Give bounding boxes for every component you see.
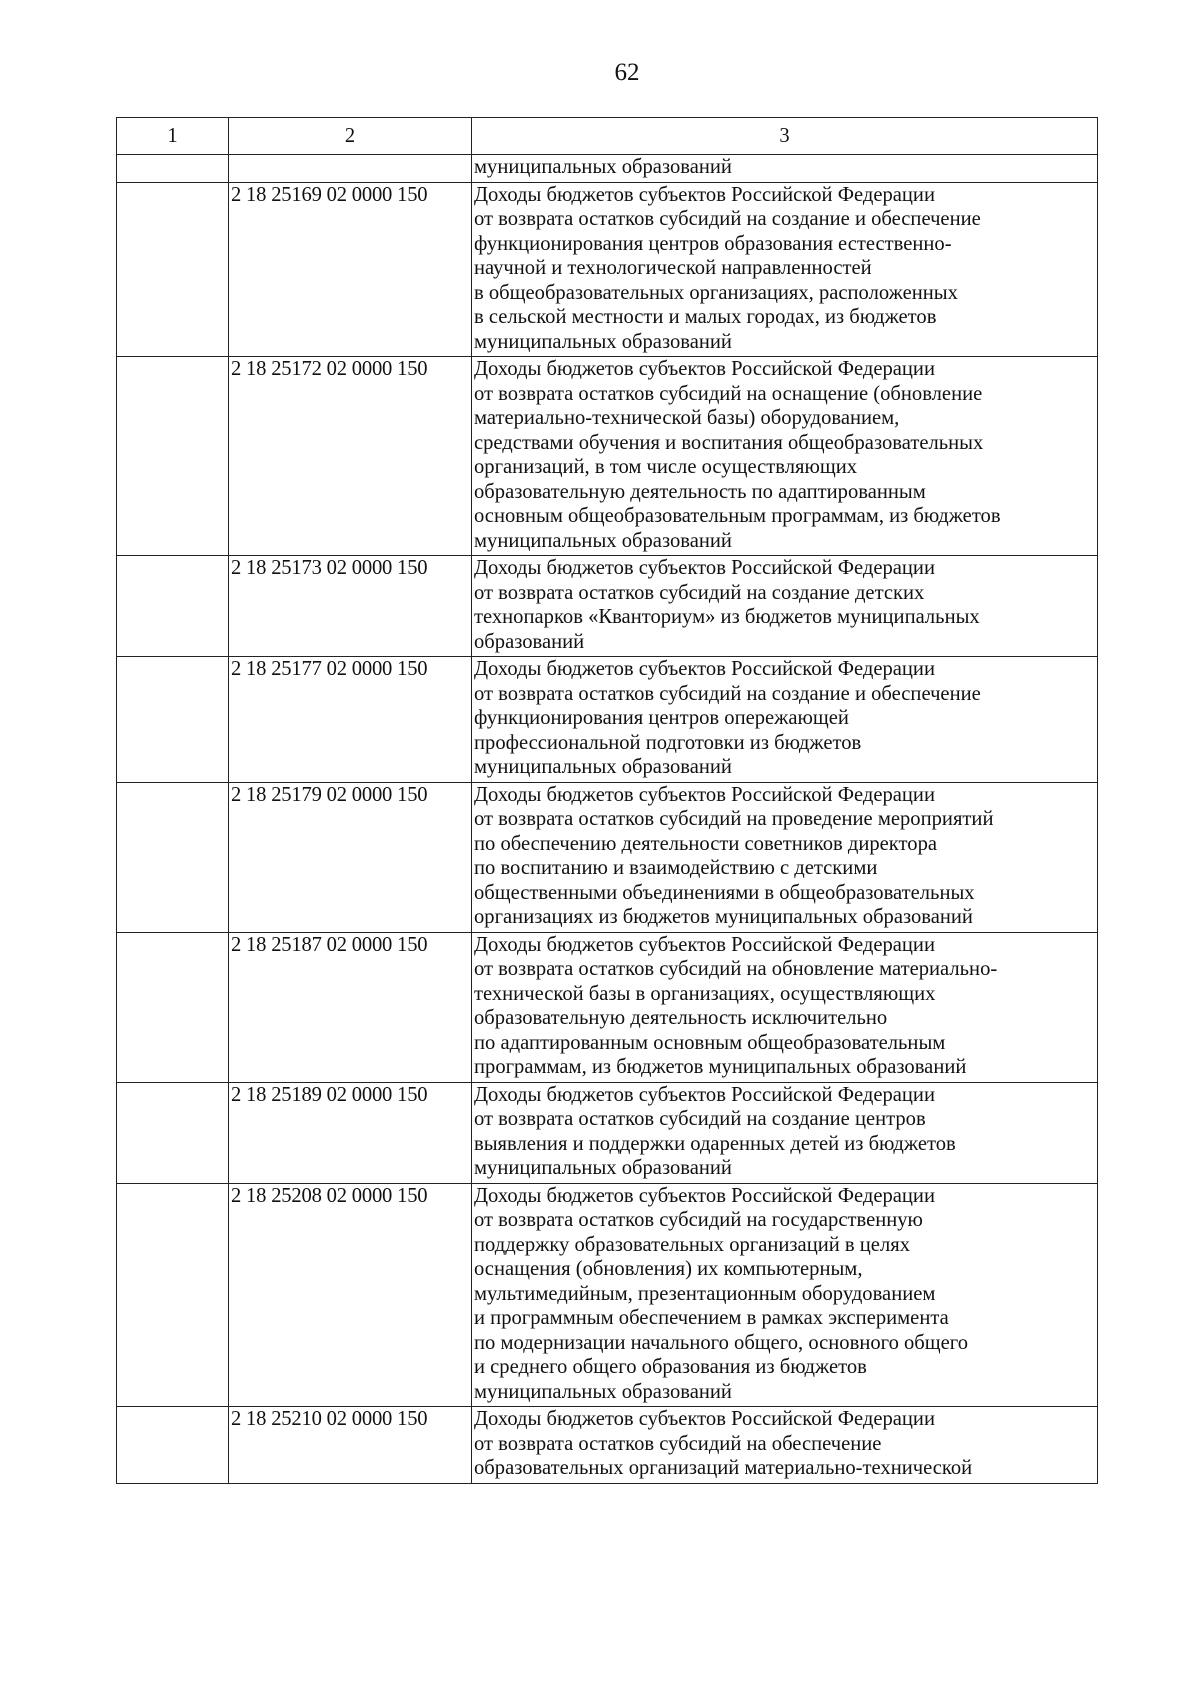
row-number-cell (117, 932, 229, 1082)
row-number-cell (117, 155, 229, 183)
budget-code-cell: 2 18 25179 02 0000 150 (229, 782, 472, 932)
row-number-cell (117, 1407, 229, 1484)
page-number: 62 (614, 59, 640, 86)
budget-code-cell: 2 18 25208 02 0000 150 (229, 1183, 472, 1407)
budget-code-cell: 2 18 25169 02 0000 150 (229, 182, 472, 357)
income-description-cell: муниципальных образований (472, 155, 1098, 183)
budget-code-cell: 2 18 25189 02 0000 150 (229, 1082, 472, 1183)
budget-code-cell (229, 155, 472, 183)
row-number-cell (117, 556, 229, 657)
row-number-cell (117, 1082, 229, 1183)
budget-code-cell: 2 18 25187 02 0000 150 (229, 932, 472, 1082)
header-col-2: 2 (229, 118, 472, 155)
budget-code-cell: 2 18 25210 02 0000 150 (229, 1407, 472, 1484)
row-number-cell (117, 182, 229, 357)
row-number-cell (117, 357, 229, 556)
budget-code-cell: 2 18 25177 02 0000 150 (229, 657, 472, 783)
table-row (117, 657, 1098, 783)
header-col-1: 1 (117, 118, 229, 155)
budget-code-cell: 2 18 25172 02 0000 150 (229, 357, 472, 556)
income-description-cell: Доходы бюджетов субъектов Российской Федерации от возврата остатков субсидий на создание и обеспечение функционирования центров опережающей профессиональной подготовки из бюджетов муниципальных образований (472, 657, 1098, 783)
table-row (117, 357, 1098, 556)
income-description-cell: Доходы бюджетов субъектов Российской Федерации от возврата остатков субсидий на государственную поддержку образовательных организаций в целях оснащения (обновления) их компьютерным, мультимедийным, презентационным оборудованием и программным обеспечением в рамках эксперимента по модернизации начального общего, основного общего и среднего общего образования из бюджетов муниципальных образований (472, 1183, 1098, 1407)
table-row (117, 182, 1098, 357)
table-header-row (117, 118, 1098, 155)
header-col-3: 3 (472, 118, 1098, 155)
income-description-cell: Доходы бюджетов субъектов Российской Федерации от возврата остатков субсидий на обновление материально- технической базы в организациях, осуществляющих образовательную деятельность исключительно по адаптированным основным общеобразовательным программам, из бюджетов муниципальных образований (472, 932, 1098, 1082)
income-description-cell: Доходы бюджетов субъектов Российской Федерации от возврата остатков субсидий на создание центров выявления и поддержки одаренных детей из бюджетов муниципальных образований (472, 1082, 1098, 1183)
income-description-cell: Доходы бюджетов субъектов Российской Федерации от возврата остатков субсидий на обеспечение образовательных организаций материально-технической (472, 1407, 1098, 1484)
table-row (117, 556, 1098, 657)
row-number-cell (117, 657, 229, 783)
table-row (117, 932, 1098, 1082)
table-row (117, 155, 1098, 183)
budget-codes-table (116, 117, 1098, 1484)
income-description-cell: Доходы бюджетов субъектов Российской Федерации от возврата остатков субсидий на создание детских технопарков «Кванториум» из бюджетов муниципальных образований (472, 556, 1098, 657)
income-description-cell: Доходы бюджетов субъектов Российской Федерации от возврата остатков субсидий на создание и обеспечение функционирования центров образования естественно- научной и технологической направленностей в общеобразовательных организациях, расположенных в сельской местности и малых городах, из бюджетов муниципальных образований (472, 182, 1098, 357)
budget-code-cell: 2 18 25173 02 0000 150 (229, 556, 472, 657)
table-row (117, 782, 1098, 932)
table-row (117, 1407, 1098, 1484)
table-row (117, 1183, 1098, 1407)
row-number-cell (117, 1183, 229, 1407)
table-row (117, 1082, 1098, 1183)
row-number-cell (117, 782, 229, 932)
income-description-cell: Доходы бюджетов субъектов Российской Федерации от возврата остатков субсидий на проведение мероприятий по обеспечению деятельности советников директора по воспитанию и взаимодействию с детскими общественными объединениями в общеобразовательных организациях из бюджетов муниципальных образований (472, 782, 1098, 932)
income-description-cell: Доходы бюджетов субъектов Российской Федерации от возврата остатков субсидий на оснащение (обновление материально-технической базы) оборудованием, средствами обучения и воспитания общеобразовательных организаций, в том числе осуществляющих образовательную деятельность по адаптированным основным общеобразовательным программам, из бюджетов муниципальных образований (472, 357, 1098, 556)
